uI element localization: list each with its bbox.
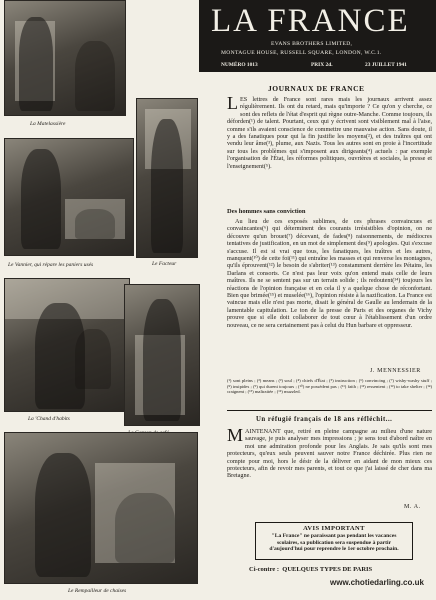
photo-facteur — [136, 98, 198, 258]
article-paragraph — [227, 428, 432, 502]
footer-title: QUELQUES TYPES DE PARIS — [282, 566, 373, 573]
footer-label: Ci-contre : — [249, 566, 280, 573]
article-paragraph — [227, 218, 432, 366]
masthead-title: LA FRANCE — [211, 3, 410, 39]
photo-caption: Le Vannier, qui répare les paniers usés — [8, 262, 94, 268]
photo-garcon-cafe — [124, 284, 200, 426]
article-signature: J. MENNESSIER — [370, 368, 421, 374]
article-heading: Un réfugié français de 18 ans réfléchit... — [256, 416, 393, 423]
publisher-address: MONTAGUE HOUSE, RUSSELL SQUARE, LONDON, W.C.1. — [221, 50, 382, 56]
photo-caption: La Matelassière — [30, 121, 66, 127]
article-heading: JOURNAUX DE FRANCE — [268, 84, 365, 93]
paragraph-text: AINTENANT que, retiré en pleine campagne au milieu d'une nature sauvage, je puis analyser mes impressions ; je sens tout d'abord naître en moi une admiration profonde pour les Anglais. Je sais qu'ils sont mes protecteurs, qu'eux seuls peuvent sauver notre France déchirée. Plus rien ne compte pour moi, hors le désir de la délivrer en aidant de mon mieux ces protecteurs, afin de revoir mes parents, et tout ce que j'ai laissé de cher dans ma Bretagne. — [227, 428, 432, 480]
article-notes: (¹) sont pleins ; (²) means ; (³) soul ; (⁴) chiefs d'État ; (⁵) instruction ; (⁶) convincing ; (⁷) wishy-washy stuff ; (⁸) insipides ; (⁹) qui durent toujours ; (¹⁰) ne possèdent pas ; (¹¹) faith ; (¹²) ressentent ; (¹³) to take shelter ; (¹⁴) craignent ; (¹⁵) maltraitée ; (¹⁶) muzzled. — [227, 378, 432, 395]
photo-caption: La 'Chand d'habits — [28, 416, 70, 422]
watermark: www.chotiedarling.co.uk — [330, 578, 424, 587]
price: PRIX 2d. — [311, 62, 333, 68]
dropcap: L — [227, 96, 238, 113]
masthead — [199, 0, 436, 72]
notice-body: "La France" ne paraissant pas pendant les vacances scolaires, sa publication sera suspendue à partir d'aujourd'hui pour reprendre le 1er octobre prochain. — [269, 533, 399, 553]
dropcap: M — [227, 428, 244, 445]
paragraph-text: ES lettres de France sont rares mais les journaux arrivent assez régulièrement. Ils ont du retard, mais qu'importe ? Ce qu'on y cherche, ce sont des reflets de l'état d'esprit qui règne outre-Manche. Comme toujours, ils déforden(¹) de talent. Pourtant, ceux qui y écrivent sont visiblement mal à l'aise, comme s'ils avaient conscience de commettre une mauvaise action. Sans doute, il y a des fanatiques pour qui la fin justifie les moyens(²), et des traîtres qui ont vendu leur âme(³), plume, aux Nazis. Tous les autres sont en proie à l'incertitude sur tous les problèmes qui s'imposent aux dirigeants(⁴) actuels : par exemple l'organisation de l'État, les réformes politiques, ouvrières et sociales, la presse et l'enseignement(⁵). — [227, 96, 432, 170]
publisher-line: EVANS BROTHERS LIMITED, — [271, 41, 353, 47]
divider — [227, 410, 432, 411]
photo-caption: Le Facteur — [152, 261, 177, 267]
article-subheading: Des hommes sans conviction — [227, 208, 306, 215]
notice-title: AVIS IMPORTANT — [303, 525, 365, 532]
footer-caption — [249, 566, 372, 573]
issue-date: 23 JUILLET 1941 — [365, 62, 407, 68]
photo-caption: Le Rempailleur de chaises — [68, 588, 127, 594]
photo-chand-habits — [4, 278, 130, 412]
photo-vannier — [4, 138, 134, 256]
article-paragraph — [227, 96, 432, 204]
notice-box — [255, 522, 413, 560]
paragraph-text: Au lieu de ces exposés sublimes, de ces phrases convaincues et convaincantes(⁶) qui déterminent des courants irrésistibles d'opinion, on ne découvre qu'un brouet(⁷) décevant, de fades(⁸) raisonnements, de médiocres tentatives de justification, en un mot de simplement des(⁹) apologies. Qui s'excuse s'accuse. Il est si vrai que tous, les fanatiques, les traîtres et les autres, manquent(¹⁰) de cette foi(¹¹) qui entraîne les masses et qui renverse les montagnes, qu'ils éprouvent(¹²) le besoin de s'abriter(¹³) constamment derrière les Pétains, les Darlans et consorts. Ce n'est pas leur voix qu'on entend mais celle de leurs maîtres. Ils ne se sentent pas sur un terrain solide ; ils redoutent(¹⁴) toujours les réactions de l'opinion française et en cela il y a quelque chose de réconfortant. Bien que brimée(¹⁵) et muselée(¹⁶), l'opinion résiste à la nazification. La France est vaincue mais elle n'est pas morte, disait le général de Gaulle au lendemain de la lamentable capitulation. Le ton de la presse de Paris et des organes de Vichy prouve que si elle doit collaborer de tout cœur à l'établissement d'un ordre nouveau, ce ne sera certainement pas à celui du Hun barbare et oppresseur. — [227, 218, 432, 329]
photo-rempailleur — [4, 432, 198, 584]
article-signature: M. A. — [404, 504, 421, 510]
issue-number: NUMÉRO 1013 — [221, 62, 258, 68]
photo-matelassiere — [4, 0, 126, 116]
